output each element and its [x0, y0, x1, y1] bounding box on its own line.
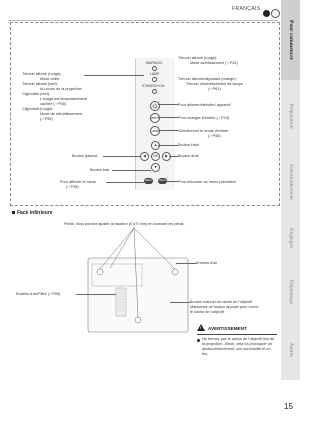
tab-reglages[interactable] — [281, 212, 300, 265]
warning-text-3: dysfonctionnement, une surchauffe et un — [202, 347, 271, 351]
right-button[interactable]: ▶ — [162, 152, 171, 161]
callout-back: Pour retourner au menu précédent — [178, 180, 237, 184]
callout-power: Pour allumer/éteindre l'appareil — [178, 103, 231, 107]
projector-underside-illustration — [70, 228, 200, 338]
callout-warning-detail: Mode avertissement (☞P61) — [190, 61, 238, 65]
tab-depannage[interactable] — [281, 264, 300, 321]
callout-down-button: Bouton bas — [90, 168, 110, 172]
bullet-icon — [197, 339, 200, 342]
language-label: FRANÇAIS — [232, 6, 261, 12]
section-title-underside: Face inférieure — [12, 210, 53, 216]
callout-lamp-red-detail: Mode veille. — [40, 77, 61, 81]
callout-input: Pour changer d'entrée (☞P24) — [178, 116, 230, 120]
leader-line — [112, 170, 151, 171]
leader-line — [103, 156, 140, 157]
callout-menu-ref: (☞P39) — [66, 185, 79, 189]
filter-label: Entrées d'air/Filtre (☞P69) — [16, 292, 61, 296]
callout-hide: Sélectionner le mode d'entrée — [178, 129, 229, 133]
leader-line — [167, 181, 178, 182]
tab-pour-commencer[interactable] — [281, 0, 300, 81]
warning-label: WARNING — [146, 61, 163, 65]
lamp-label: LAMP — [150, 72, 160, 76]
leader-line — [158, 145, 178, 146]
callout-warning: Témoin allumé (rouge): — [178, 56, 218, 60]
dot-icon — [271, 9, 280, 18]
callout-right-button: Bouton droit — [178, 154, 199, 158]
back-button[interactable]: BACK — [159, 179, 166, 182]
leader-line — [76, 294, 116, 295]
dot-icon — [263, 10, 270, 17]
callout-lamp-green: Témoin allumé (vert): — [22, 82, 58, 86]
tab-label: Dépannage — [287, 279, 294, 305]
warning-rule — [197, 334, 277, 335]
callout-lamp-red: Témoin allumé (rouge): — [22, 72, 62, 76]
up-button[interactable]: ▲ — [151, 141, 160, 150]
tab-label: Pour commencer — [287, 19, 294, 61]
header-rule — [8, 20, 278, 21]
callout-menu: Pour afficher le menu — [60, 180, 97, 184]
tab-fonctionnement[interactable] — [281, 152, 300, 213]
power-button[interactable] — [150, 101, 160, 111]
ok-button[interactable]: OK — [151, 152, 160, 161]
tab-label: Préparation — [287, 103, 294, 129]
leader-line — [158, 117, 178, 118]
down-button[interactable]: ▼ — [151, 163, 160, 172]
warning-icon — [197, 324, 205, 331]
tab-label: Fonctionnement — [287, 164, 294, 200]
callout-up-button: Bouton Haut — [178, 143, 200, 147]
leader-line — [158, 104, 178, 105]
leader-line — [106, 182, 144, 183]
leader-line — [158, 130, 178, 131]
callout-blink-red-detail: Mode de refroidissement — [40, 112, 82, 116]
menu-button[interactable]: MENU — [144, 179, 153, 182]
lamp-led-icon — [152, 77, 157, 82]
leader-line — [176, 263, 196, 264]
tab-autres[interactable] — [281, 320, 300, 381]
callout-blink-green-detail: L'image est temporairement — [40, 97, 87, 101]
callout-blink-red: Clignotant (rouge): — [22, 107, 54, 111]
left-button[interactable]: ◀ — [140, 152, 149, 161]
warning-text-4: feu. — [202, 352, 209, 356]
tab-preparation[interactable] — [281, 80, 300, 153]
warning-led-icon — [152, 66, 157, 71]
standby-label: STANDBY/ON — [142, 84, 165, 88]
leader-line — [84, 75, 144, 76]
tab-label: Autres — [287, 342, 294, 358]
callout-lamp-green-detail: Au cours de la projection — [40, 87, 82, 91]
air-intake-label: Entrées d'air — [196, 261, 218, 265]
leader-line — [170, 302, 190, 303]
callout-blink-green: Clignotant (vert): — [22, 92, 51, 96]
lens-cap-button-label: Bouton manuel du cache de l'objectif — [190, 300, 252, 304]
lens-cap-button-instruction: Maintenez ce bouton appuyé pour ouvrir — [190, 305, 258, 309]
input-button[interactable]: INPUT — [150, 113, 160, 123]
callout-left-button: Bouton gauche — [72, 154, 98, 158]
callout-hide-ref: (☞P55) — [208, 134, 221, 138]
callout-blink-green-ref: cachée (☞P55) — [40, 102, 66, 106]
warning-text-2: la projection. Sinon, cela va provoquer un — [202, 342, 272, 346]
leader-line — [169, 156, 178, 157]
hide-button[interactable]: HIDE — [150, 126, 160, 136]
callout-lamp: Témoin allumé/clignotant (orange): — [178, 77, 237, 81]
callout-lamp-ref: (☞P61) — [208, 87, 221, 91]
feet-caption: Pieds: Vous pouvez ajuster la hauteur (0 à 5 mm) en tournant les pieds. — [64, 222, 185, 226]
warning-title: AVERTISSEMENT — [208, 326, 247, 331]
page-number: 15 — [284, 402, 293, 411]
warning-text-1: Ne fermez pas le cache de l'objectif lors de — [202, 337, 275, 341]
callout-lamp-detail: Témoin d'avertissement de lampe — [186, 82, 243, 86]
callout-blink-red-ref: (☞P55) — [40, 117, 53, 121]
standby-led-icon — [152, 89, 157, 94]
tab-label: Réglages — [287, 227, 294, 249]
lens-cap-button-instruction-2: le cache de l'objectif. — [190, 310, 226, 314]
